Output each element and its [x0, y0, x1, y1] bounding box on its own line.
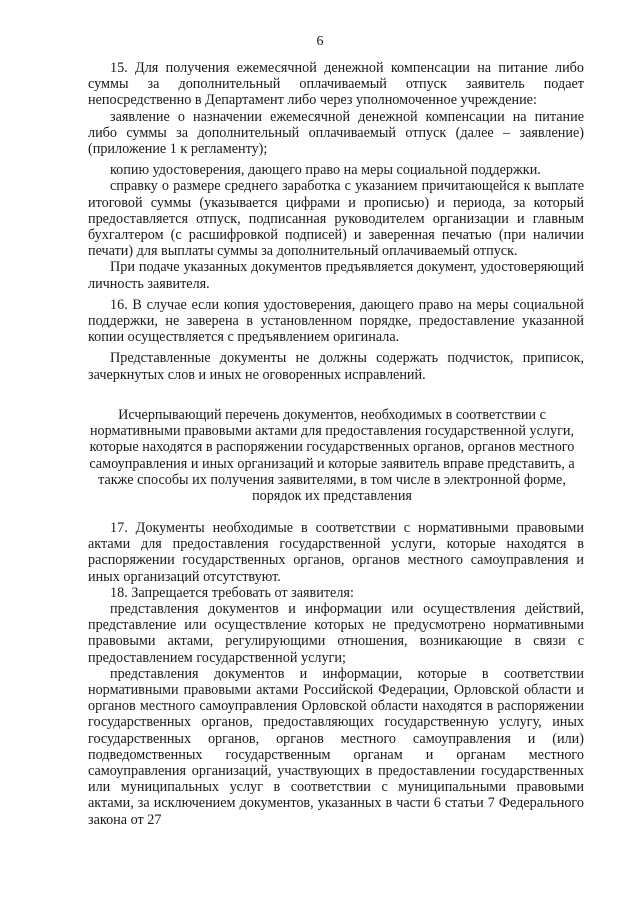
paragraph-certificate-copy: копию удостоверения, дающего право на меры социальной поддержки.	[110, 162, 541, 179]
paragraph-no-corrections: Представленные документы не должны содержать подчисток, приписок, зачеркнутых слов и иных не оговоренных исправлений.	[88, 350, 584, 383]
paragraph-identity: При подаче указанных документов предъявляется документ, удостоверяющий личность заявителя.	[88, 259, 584, 292]
paragraph-18: 18. Запрещается требовать от заявителя:	[110, 584, 354, 601]
page-number: 6	[316, 34, 324, 49]
paragraph-interagency-docs: представления документов и информации, которые в соответствии нормативными правовыми актами Российской Федерации, Орловской области и органов местного самоуправления Орловской области находятся в распоряжении государственных органов, предоставляющих государственную услугу, иных государственных органов, органов местного самоуправления и (или) подведомственных государственным органам и органам местного самоуправления организаций, участвующих в предоставлении государственных или муниципальных услуг в соответствии с муниципальными правовыми актами, за исключением документов, указанных в части 6 статьи 7 Федерального закона от 27	[88, 665, 584, 828]
paragraph-salary-reference: справку о размере среднего заработка с указанием причитающейся к выплате итоговой суммы (указывается цифрами и прописью) и периода, за который предоставляется отпуск, подписанная руководителем организации и главным бухгалтером (с расшифровкой подписей) и заверенная печатью (при наличии печати) для выплаты суммы за дополнительный оплачиваемый отпуск.	[88, 178, 584, 260]
section-documents-list	[88, 60, 584, 383]
paragraph-application: заявление о назначении ежемесячной денежной компенсации на питание либо суммы за дополнительный оплачиваемый отпуск (далее – заявление) (приложение 1 к регламенту);	[88, 108, 584, 158]
paragraph-15: 15. Для получения ежемесячной денежной компенсации на питание либо суммы за дополнительный оплачиваемый отпуск заявитель подает непосредственно в Департамент либо через уполномоченное учреждение:	[88, 60, 584, 109]
paragraph-17: 17. Документы необходимые в соответствии с нормативными правовыми актами для предоставления государственной услуги, которые находятся в распоряжении государственных органов, органов местного самоуправления и иных организаций отсутствуют.	[88, 520, 584, 585]
section-heading: Исчерпывающий перечень документов, необходимых в соответствии с нормативными правовыми актами для предоставления государственной услуги, которые находятся в распоряжении государственных органов, органов местного самоуправления и иных организаций и которые заявитель вправе представить, а также способы их получения заявителями, в том числе в электронной форме, порядок их представления	[89, 407, 575, 505]
section-prohibitions	[88, 520, 584, 828]
paragraph-16: 16. В случае если копия удостоверения, дающего право на меры социальной поддержки, не заверена в установленном порядке, предоставление указанной копии осуществляется с предъявлением оригинала.	[88, 296, 584, 346]
paragraph-no-extra-docs: представления документов и информации или осуществления действий, представление или осуществление которых не предусмотрено нормативными правовыми актами, регулирующими отношения, возникающие в связи с предоставлением государственной услуги;	[88, 601, 584, 666]
